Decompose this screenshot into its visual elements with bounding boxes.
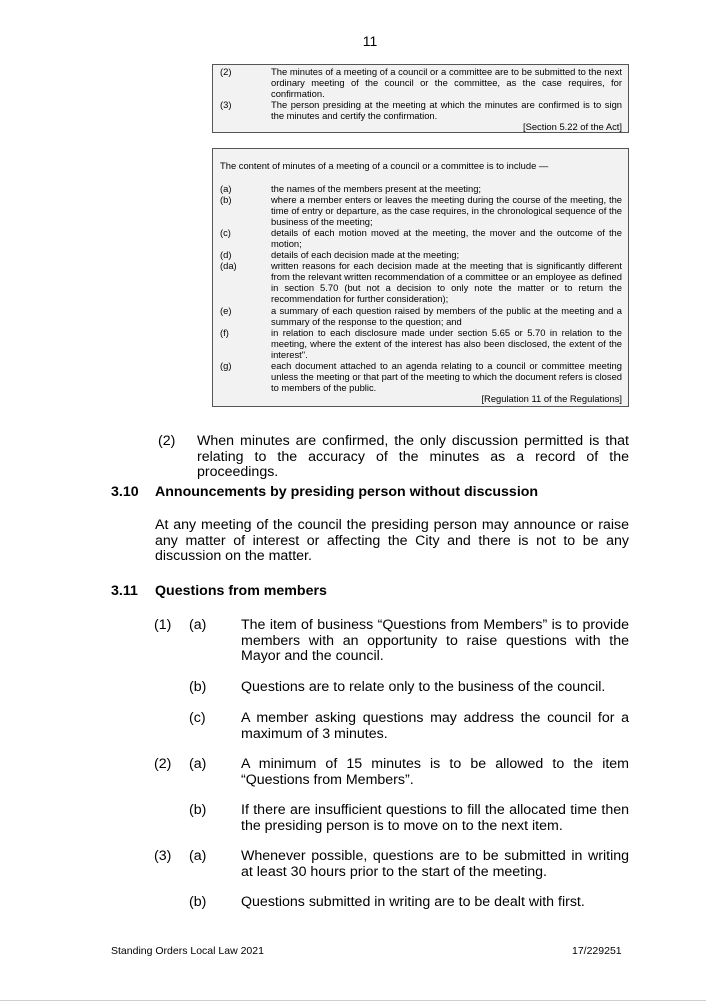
box-item-text: in relation to each disclosure made under section 5.65 or 5.70 in relation to the meeting, where the extent of the interest has also been disclosed, the extent of the interest". [271,327,622,360]
subitem-label: (b) [189,802,207,818]
box-item-text: written reasons for each decision made at the meeting that is significantly different from the relevant written recommendation of a committee or an employee as defined in section 5.70 (but not a decision to only note the matter or to return the recommendation for further consideration); [271,260,622,304]
subitem-label: (b) [189,679,207,695]
act-reference: [Section 5.22 of the Act] [522,121,622,132]
act-extract-box [212,64,629,133]
box-item-label: (a) [220,183,232,194]
paragraph-number: (2) [158,433,176,449]
box-item-text: details of each decision made at the meeting; [271,249,460,260]
box-item-label: (da) [220,260,237,271]
box-item-text: each document attached to an agenda relating to a council or committee meeting unless the meeting or that part of the meeting to which the document refers is closed to members of the public. [271,360,622,393]
box-item-text: The minutes of a meeting of a council or a committee are to be submitted to the next ordinary meeting of the council or the committee, as the case requires, for confirmation. [271,66,622,99]
regulation-extract-box [212,148,629,407]
subitem-text: Questions submitted in writing are to be dealt with first. [241,894,585,910]
box-item-text: the names of the members present at the meeting; [271,183,482,194]
item-number: (1) [154,617,172,633]
section-title: Announcements by presiding person without discussion [155,484,539,500]
regulation-reference: [Regulation 11 of the Regulations] [481,393,622,404]
footer-document-reference: 17/229251 [572,945,622,957]
item-number: (3) [154,848,172,864]
subitem-text: If there are insufficient questions to fill the allocated time then the presiding person is to move on to the next item. [241,802,629,834]
box-item-label: (b) [220,194,232,205]
box-item-label: (3) [220,99,232,110]
subitem-text: A minimum of 15 minutes is to be allowed to the item “Questions from Members”. [241,756,629,788]
section-title: Questions from members [155,583,327,599]
item-number: (2) [154,756,172,772]
subitem-text: Questions are to relate only to the business of the council. [241,679,606,695]
box-item-text: a summary of each question raised by members of the public at the meeting and a summary of the response to the question; and [271,305,622,327]
page-number: 11 [362,33,378,49]
subitem-label: (b) [189,894,207,910]
box-item-text: details of each motion moved at the meeting, the mover and the outcome of the motion; [271,227,622,249]
subitem-text: A member asking questions may address the council for a maximum of 3 minutes. [241,710,629,742]
box-item-label: (2) [220,66,232,77]
footer-document-title: Standing Orders Local Law 2021 [111,945,264,957]
box-item-label: (e) [220,305,232,316]
box-item-text: The person presiding at the meeting at which the minutes are confirmed is to sign the minutes and certify the confirmation. [271,99,622,121]
subitem-label: (a) [189,617,207,633]
section-text: At any meeting of the council the presiding person may announce or raise any matter of interest or affecting the City and there is not to be any discussion on the matter. [155,517,629,565]
section-number: 3.10 [111,484,139,500]
subitem-label: (a) [189,756,207,772]
subitem-label: (c) [189,710,206,726]
box-item-label: (d) [220,249,232,260]
paragraph-text: When minutes are confirmed, the only discussion permitted is that relating to the accuracy of the minutes as a record of the proceedings. [197,433,629,481]
regulation-intro: The content of minutes of a meeting of a council or a committee is to include — [220,160,549,171]
box-item-text: where a member enters or leaves the meeting during the course of the meeting, the time of entry or departure, as the case requires, in the chronological sequence of the business of the meeting; [271,194,622,227]
page-bottom-divider [0,1000,706,1001]
box-item-label: (f) [220,327,229,338]
subitem-text: The item of business “Questions from Members” is to provide members with an opportunity to raise questions with the Mayor and the council. [241,617,629,665]
subitem-label: (a) [189,848,207,864]
box-item-label: (g) [220,360,232,371]
section-number: 3.11 [111,583,138,599]
subitem-text: Whenever possible, questions are to be submitted in writing at least 30 hours prior to the start of the meeting. [241,848,629,880]
box-item-label: (c) [220,227,231,238]
